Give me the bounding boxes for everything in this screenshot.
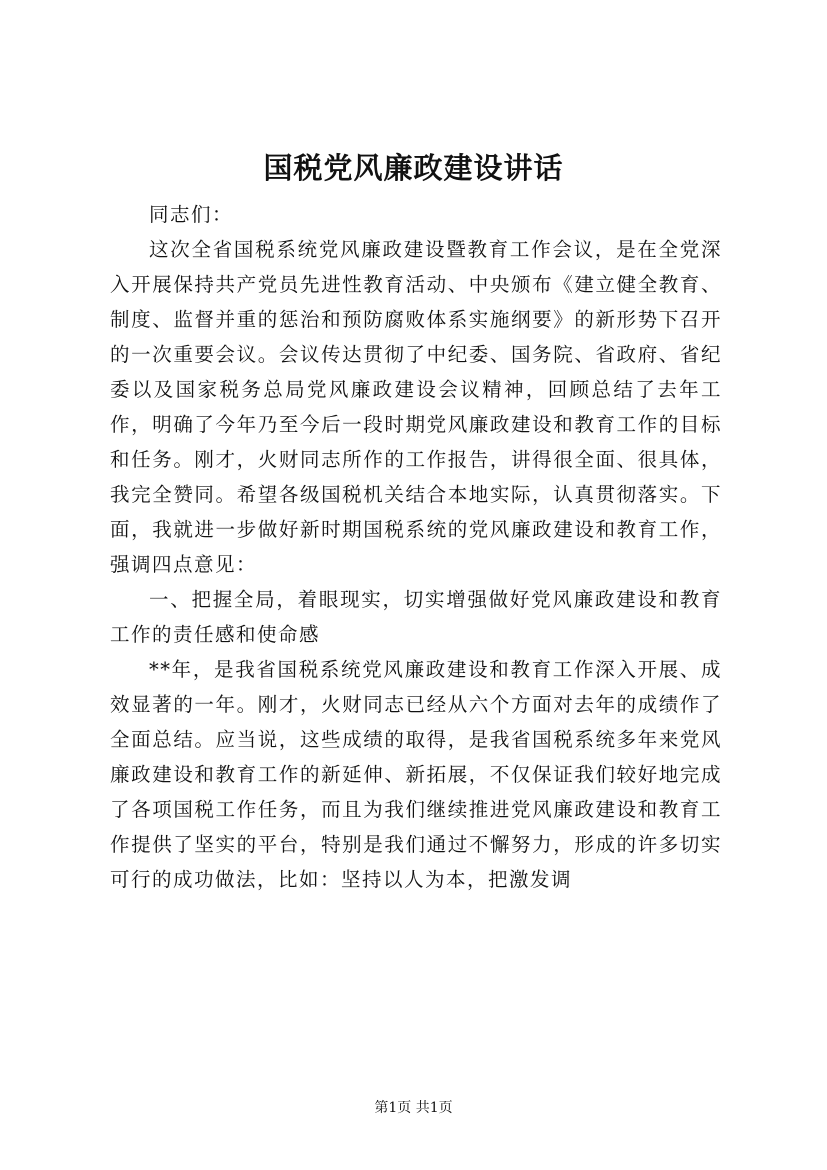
section-heading-1: 一、把握全局，着眼现实，切实增强做好党风廉政建设和教育工作的责任感和使命感 [110, 588, 722, 646]
document-title: 国税党风廉政建设讲话 [263, 151, 564, 185]
salutation-paragraph: 同志们： [149, 203, 234, 226]
intro-paragraph: 这次全省国税系统党风廉政建设暨教育工作会议，是在全党深入开展保持共产党员先进性教育活动、中央颁布《建立健全教育、制度、监督并重的惩治和预防腐败体系实施纲要》的新形势下召开的一次重要会议。会议传达贯彻了中纪委、国务院、省政府、省纪委以及国家税务总局党风廉政建设会议精神，回顾总结了去年工作，明确了今年乃至今后一段时期党风廉政建设和教育工作的目标和任务。刚才，火财同志所作的工作报告，讲得很全面、很具体，我完全赞同。希望各级国税机关结合本地实际，认真贯彻落实。下面，我就进一步做好新时期国税系统的党风廉政建设和教育工作，强调四点意见： [110, 238, 722, 576]
page-footer: 第1页 共1页 [374, 1100, 453, 1116]
body-paragraph: **年，是我省国税系统党风廉政建设和教育工作深入开展、成效显著的一年。刚才，火财同志已经从六个方面对去年的成绩作了全面总结。应当说，这些成绩的取得，是我省国税系统多年来党风廉政建设和教育工作的新延伸、新拓展，不仅保证我们较好地完成了各项国税工作任务，而且为我们继续推进党风廉政建设和教育工作提供了坚实的平台，特别是我们通过不懈努力，形成的许多切实可行的成功做法，比如：坚持以人为本，把激发调 [110, 658, 722, 891]
document-body [110, 197, 722, 897]
